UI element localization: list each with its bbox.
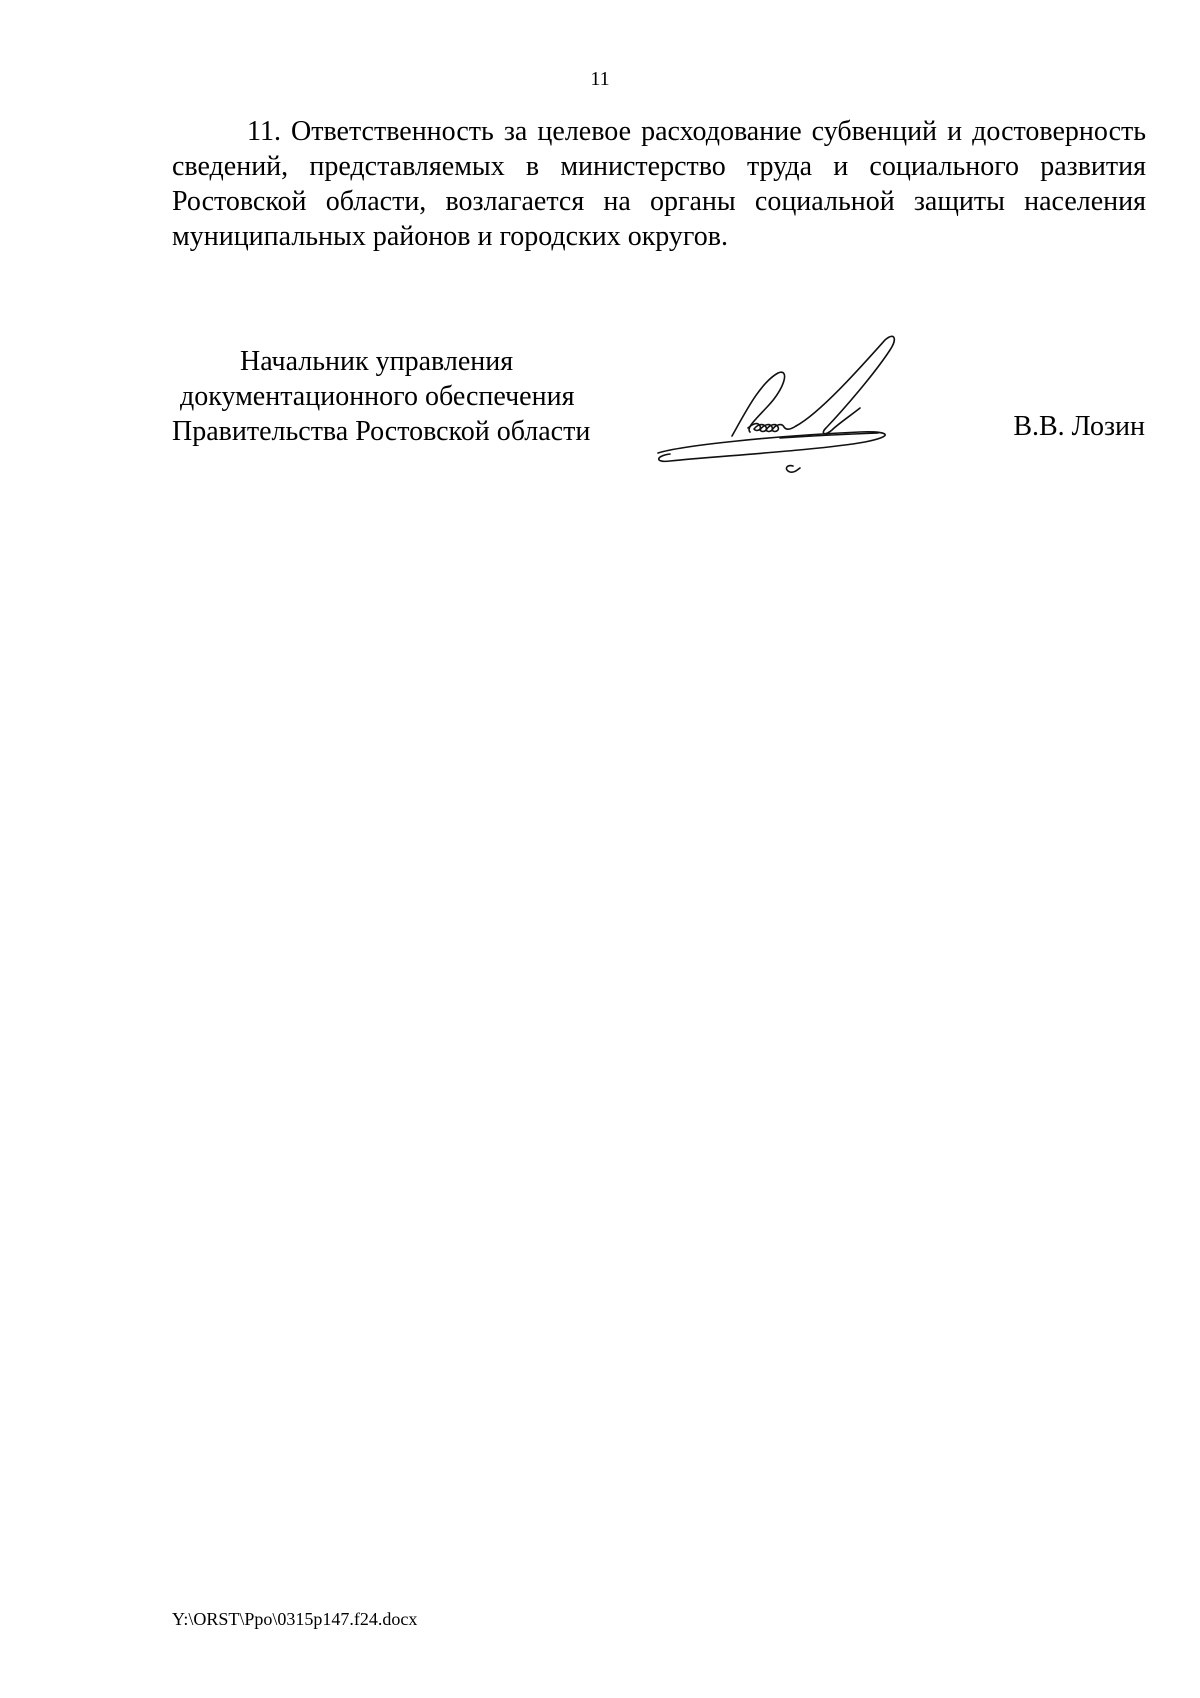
signature-title-block [172,344,612,449]
signature-title-line-1: Начальник управления [240,346,514,377]
signature-title-line-3: Правительства Ростовской области [172,416,591,447]
signer-name: В.В. Лозин [1013,411,1145,442]
signature-title-line-2: документационного обеспечения [180,381,575,412]
handwritten-signature [650,328,980,478]
page-number: 11 [590,68,610,90]
body-paragraph: 11. Ответственность за целевое расходование субвенций и достоверность сведений, представляемых в министерство труда и социального развития Ростовской области, возлагается на органы социальной защиты населения муниципальных районов и городских округов. [172,116,1146,252]
file-path: Y:\ORST\Ppo\0315p147.f24.docx [172,1609,418,1629]
